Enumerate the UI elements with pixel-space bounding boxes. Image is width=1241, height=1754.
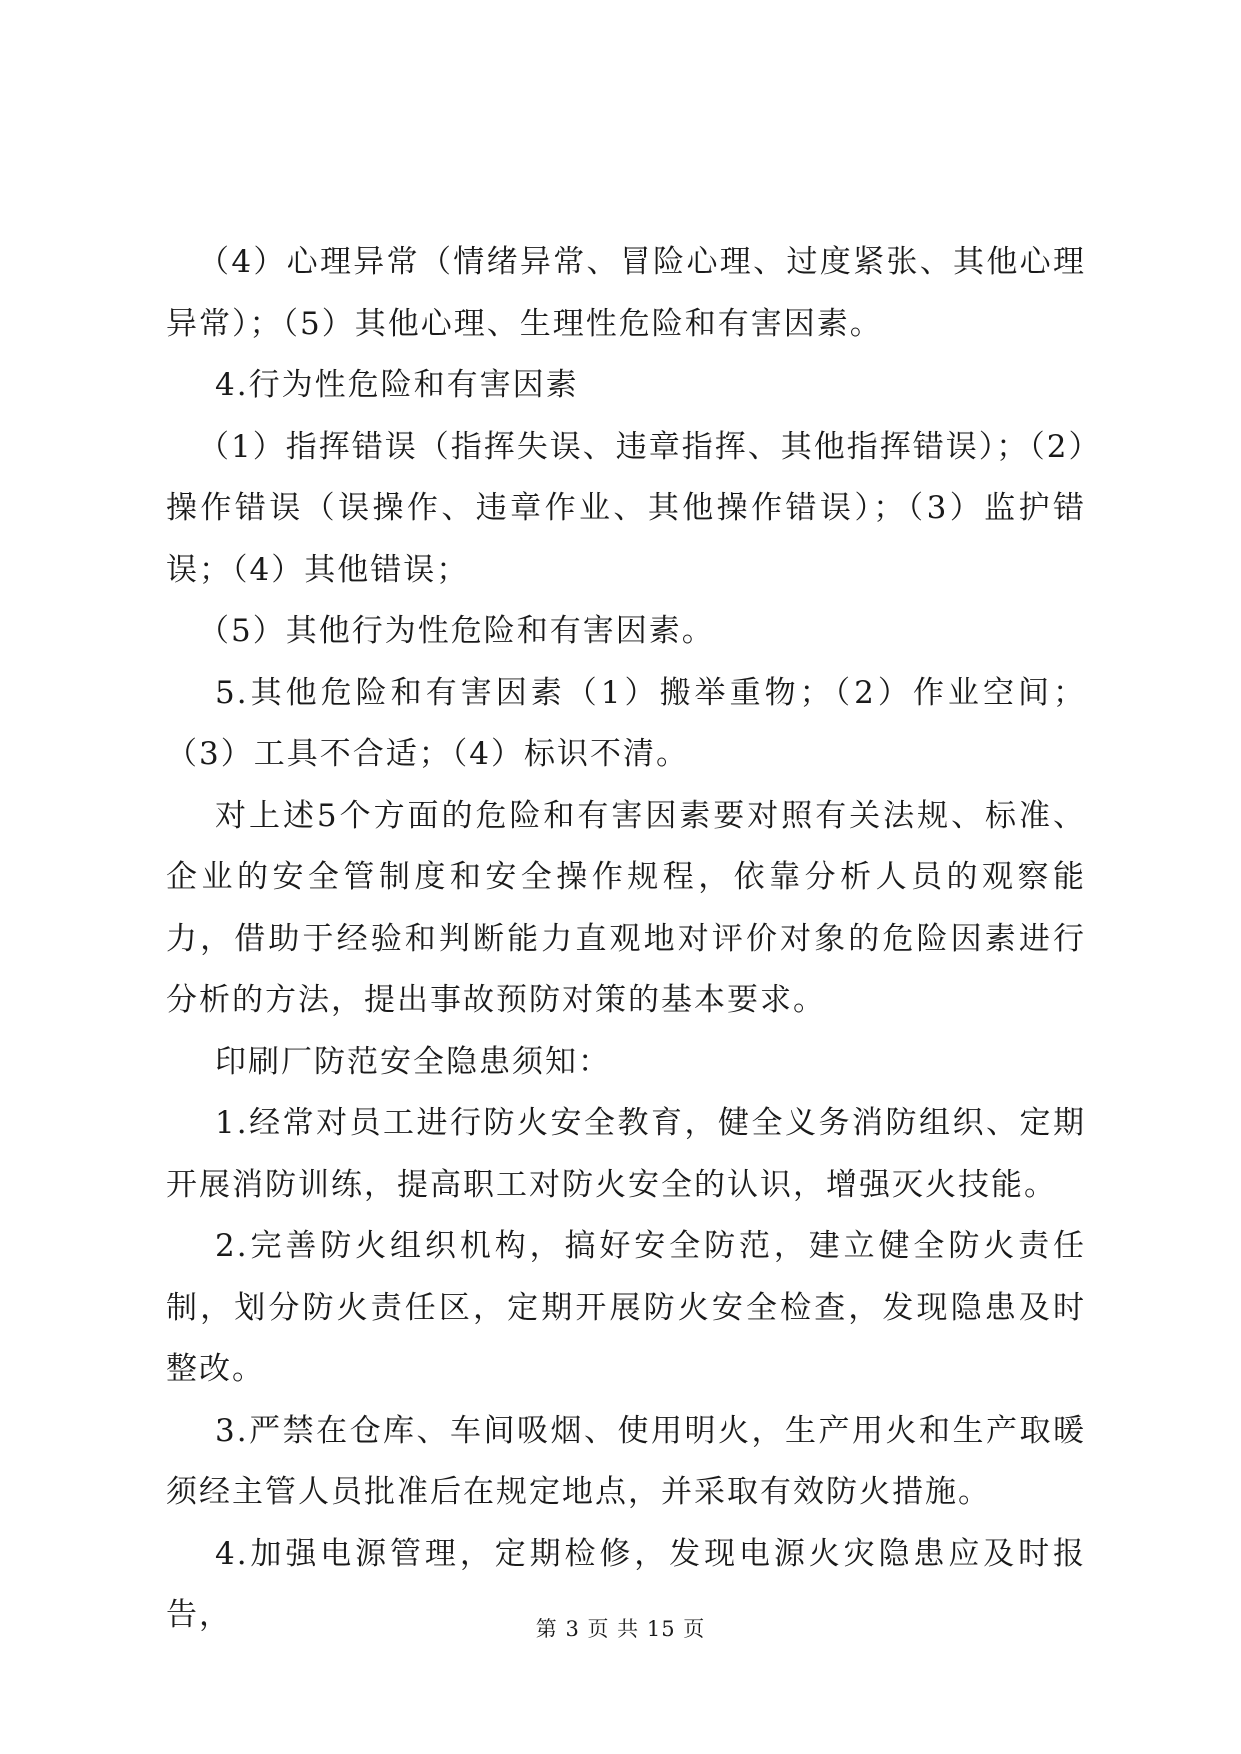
paragraph-psychological-abnormal: （4）心理异常（情绪异常、冒险心理、过度紧张、其他心理异常）；（5）其他心理、生理性危险和有害因素。 <box>166 244 1086 342</box>
paragraph-analysis-method: 对上述5个方面的危险和有害因素要对照有关法规、标准、企业的安全管制度和安全操作规程，依靠分析人员的观察能力，借助于经验和判断能力直观地对评价对象的危险因素进行分析的方法，提出事故预防对策的基本要求。 <box>166 797 1086 1018</box>
paragraph-other-hazards: 5.其他危险和有害因素（1）搬举重物；（2）作业空间；（3）工具不合适；（4）标识不清。 <box>166 674 1086 772</box>
paragraph-behavioral-heading: 4.行为性危险和有害因素 <box>215 367 579 403</box>
paragraph-notice-heading: 印刷厂防范安全隐患须知： <box>215 1043 611 1080</box>
paragraph-item-3: 3.严禁在仓库、车间吸烟、使用明火，生产用火和生产取暖须经主管人员批准后在规定地点，并采取有效防火措施。 <box>166 1412 1086 1510</box>
page-footer: 第 3 页 共 15 页 <box>535 1617 706 1641</box>
document-body <box>166 232 1086 1647</box>
paragraph-command-errors: （1）指挥错误（指挥失误、违章指挥、其他指挥错误）；（2）操作错误（误操作、违章作业、其他操作错误）；（3）监护错误；（4）其他错误； <box>166 428 1086 588</box>
paragraph-item-1: 1.经常对员工进行防火安全教育，健全义务消防组织、定期开展消防训练，提高职工对防火安全的认识，增强灭火技能。 <box>166 1105 1086 1203</box>
paragraph-item-4: 4.加强电源管理，定期检修，发现电源火灾隐患应及时报告， <box>166 1535 1086 1633</box>
paragraph-other-behavioral: （5）其他行为性危险和有害因素。 <box>198 613 715 649</box>
paragraph-item-2: 2.完善防火组织机构，搞好安全防范，建立健全防火责任制，划分防火责任区，定期开展防火安全检查，发现隐患及时整改。 <box>166 1228 1086 1387</box>
